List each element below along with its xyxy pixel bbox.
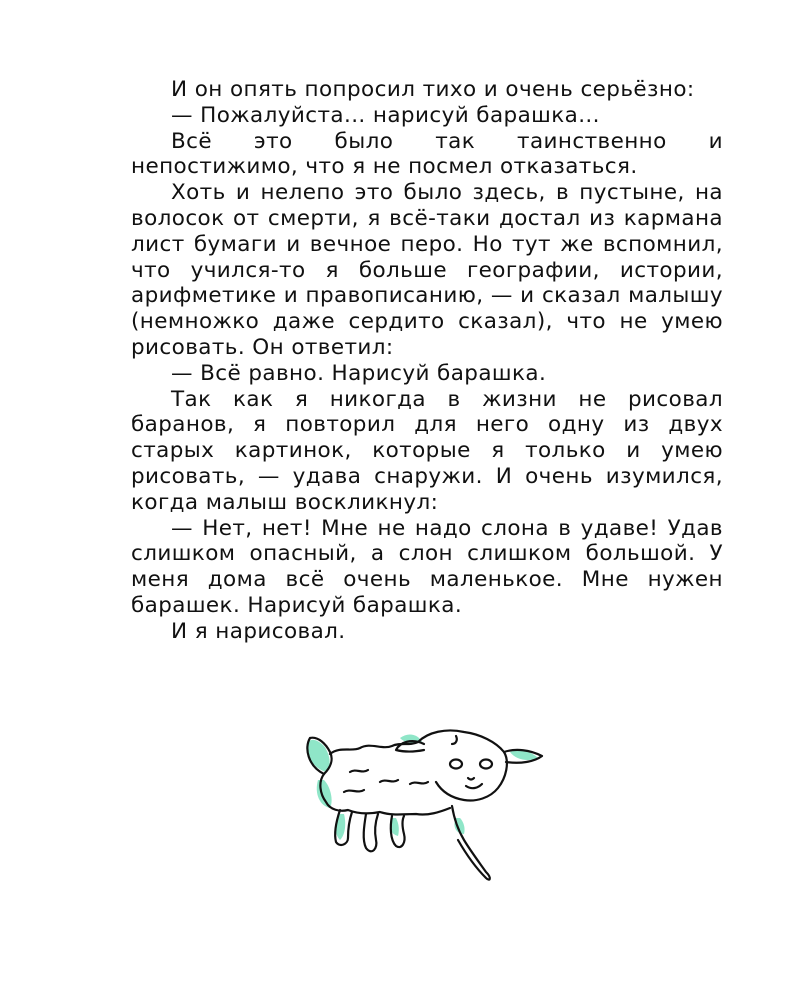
paragraph: Хоть и нелепо это было здесь, в пустыне, на волосок от смерти, я всё-таки достал из кармана лист бумаги и вечное перо. Но тут же вспомнил, что учился-то я больше географии, истории, арифметике и правописанию, — и сказал малышу (немножко даже сердито сказал), что не умею рисовать. Он ответил: [131, 180, 723, 360]
paragraph: — Всё равно. Нарисуй барашка. [171, 360, 547, 386]
paragraph: — Пожалуйста... нарисуй барашка... [171, 102, 600, 128]
paragraph: — Нет, нет! Мне не надо слона в удаве! Удав слишком опасный, а слон слишком большой. У меня дома всё очень маленькое. Мне нужен барашек. Нарисуй барашка. [131, 515, 723, 618]
paragraph: Всё это было так таинственно и непостижимо, что я не посмел отказаться. [131, 128, 723, 180]
story-text [131, 77, 723, 645]
paragraph: И он опять попросил тихо и очень серьёзно: [171, 77, 695, 102]
sheep-outline [307, 730, 542, 879]
sheep-drawing-icon [300, 722, 550, 887]
paragraph: Так как я никогда в жизни не рисовал баранов, я повторил для него одну из двух старых картинок, которые я только и умею рисовать, — удава снаружи. И очень изумился, когда малыш воскликнул: [131, 386, 723, 515]
paragraph: И я нарисовал. [171, 618, 346, 644]
